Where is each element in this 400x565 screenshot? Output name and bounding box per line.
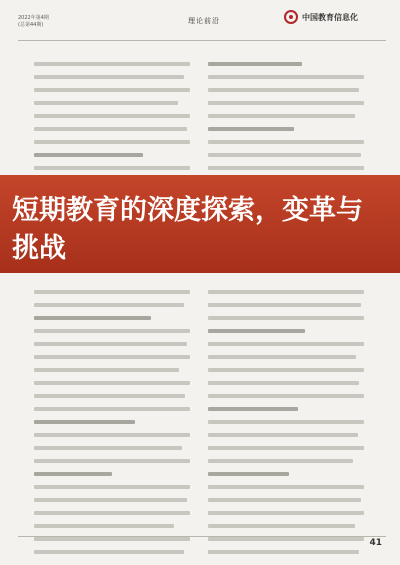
page-footer (18, 536, 386, 551)
page-number: 41 (369, 538, 382, 548)
issue-total: (总第44期) (18, 22, 44, 28)
issue-number: 2022年第4期 (18, 15, 49, 21)
text-column-right-lower (208, 290, 364, 563)
section-title: 理论前沿 (188, 17, 220, 25)
text-column-left-lower (34, 290, 190, 563)
banner-title: 短期教育的深度探索，变革与挑战 (12, 195, 363, 264)
title-banner (0, 175, 400, 273)
journal-name: 中国教育信息化 (302, 13, 358, 22)
journal-logo-icon (284, 10, 298, 24)
